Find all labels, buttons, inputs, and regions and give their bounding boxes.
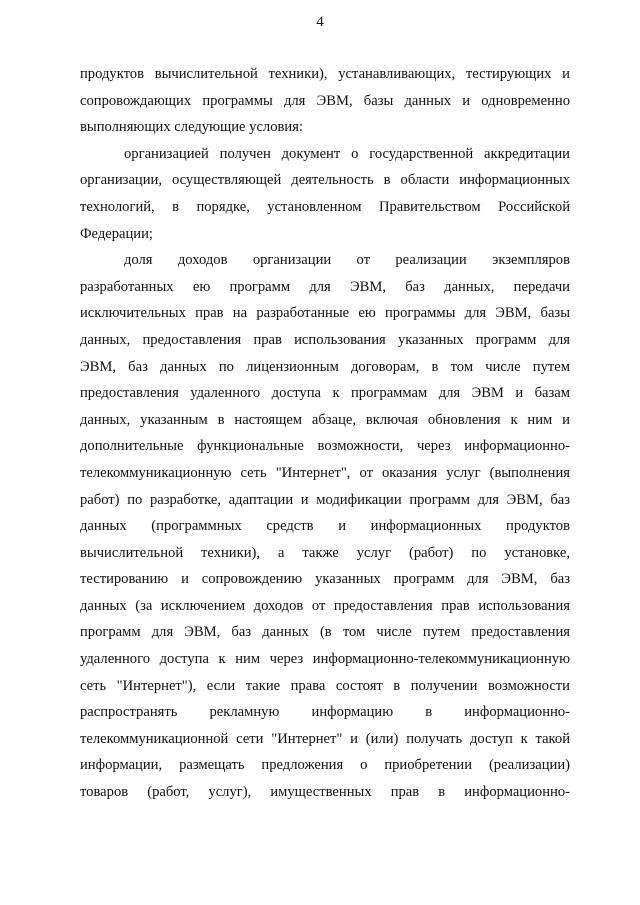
paragraph-continuation (80, 61, 570, 141)
paragraph-income-share (80, 247, 570, 805)
text-line: технологий, в порядке, установленном Правительством Российской (80, 198, 570, 215)
text-line: дополнительные функциональные возможности, через информационно- (80, 438, 570, 455)
text-line: данных (за исключением доходов от предоставления прав использования (80, 597, 570, 614)
text-line: разработанных ею программ для ЭВМ, баз данных, передачи (80, 278, 570, 295)
text-line: данных (программных средств и информационных продуктов (80, 518, 570, 535)
text-line: исключительных прав на разработанные ею программы для ЭВМ, базы (80, 305, 570, 322)
text-line: распространять рекламную информацию в информационно- (80, 704, 570, 721)
text-line: программ для ЭВМ, баз данных (в том числе путем предоставления (80, 624, 570, 641)
text-line: телекоммуникационной сети "Интернет" и (или) получать доступ к такой (80, 730, 570, 747)
text-line: организацией получен документ о государственной аккредитации (124, 145, 570, 162)
text-line: тестированию и сопровождению указанных программ для ЭВМ, баз (80, 571, 570, 588)
page-number: 4 (316, 14, 324, 30)
document-body (80, 61, 570, 806)
text-line: вычислительной техники), а также услуг (работ) по установке, (80, 544, 570, 561)
text-line: ЭВМ, баз данных по лицензионным договорам, в том числе путем (80, 358, 570, 375)
paragraph-accreditation (80, 141, 570, 247)
text-line: сеть "Интернет"), если такие права состоят в получении возможности (80, 677, 570, 694)
text-line: работ) по разработке, адаптации и модификации программ для ЭВМ, баз (80, 491, 570, 508)
text-line: продуктов вычислительной техники), устанавливающих, тестирующих и (80, 66, 570, 82)
text-line: информации, размещать предложения о приобретении (реализации) (80, 757, 570, 774)
text-line: товаров (работ, услуг), имущественных прав в информационно- (80, 784, 570, 801)
text-line: удаленного доступа к ним через информационно-телекоммуникационную (80, 651, 570, 668)
text-line: Федерации; (80, 225, 153, 242)
text-line: телекоммуникационную сеть "Интернет", от оказания услуг (выполнения (80, 464, 570, 481)
text-line: выполняющих следующие условия: (80, 119, 303, 136)
text-line: данных, предоставления прав использования указанных программ для (80, 331, 570, 348)
text-line: сопровождающих программы для ЭВМ, базы данных и одновременно (80, 92, 570, 109)
text-line: доля доходов организации от реализации экземпляров (124, 252, 570, 269)
text-line: предоставления удаленного доступа к программам для ЭВМ и базам (80, 385, 570, 402)
text-line: данных, указанным в настоящем абзаце, включая обновления к ним и (80, 411, 570, 428)
text-line: организации, осуществляющей деятельность в области информационных (80, 172, 570, 189)
